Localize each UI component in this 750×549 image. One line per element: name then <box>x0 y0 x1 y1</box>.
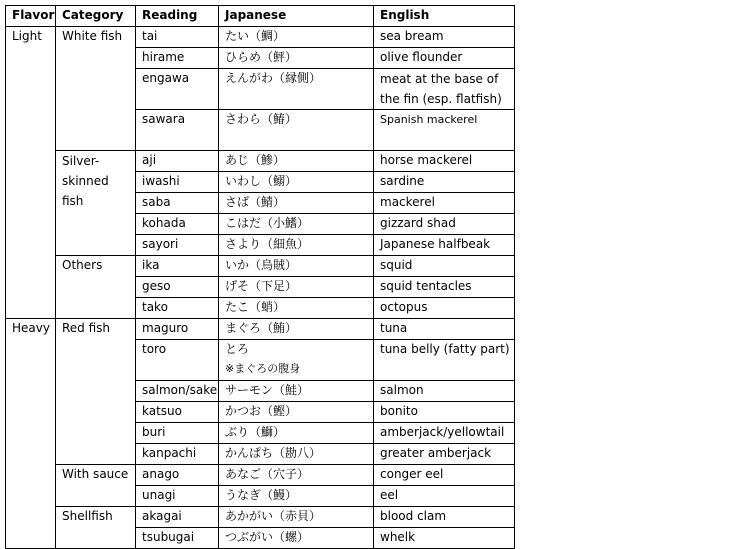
english-cell: meat at the base of the fin (esp. flatfish) <box>374 69 515 110</box>
reading-cell: sawara <box>136 110 219 151</box>
english-cell: sardine <box>374 172 515 193</box>
reading-cell: salmon/sake <box>136 381 219 402</box>
english-cell: olive flounder <box>374 48 515 69</box>
japanese-cell: こはだ（小鰭） <box>219 214 374 235</box>
table-row <box>6 151 515 172</box>
english-cell: salmon <box>374 381 515 402</box>
english-cell: greater amberjack <box>374 444 515 465</box>
japanese-cell: サーモン（鮭） <box>219 381 374 402</box>
header-flavor: Flavor <box>6 6 56 27</box>
reading-cell: iwashi <box>136 172 219 193</box>
table-row <box>6 465 515 486</box>
english-cell: Spanish mackerel <box>374 110 515 151</box>
japanese-cell: えんがわ（縁側） <box>219 69 374 110</box>
reading-cell: tako <box>136 298 219 319</box>
reading-cell: katsuo <box>136 402 219 423</box>
reading-cell: engawa <box>136 69 219 110</box>
reading-cell: tsubugai <box>136 528 219 549</box>
japanese-cell: いか（烏賊） <box>219 256 374 277</box>
english-cell: conger eel <box>374 465 515 486</box>
reading-cell: sayori <box>136 235 219 256</box>
english-cell: squid <box>374 256 515 277</box>
category-cell-white-fish: White fish <box>56 27 136 151</box>
english-cell: horse mackerel <box>374 151 515 172</box>
category-cell-silver-skinned-fish: Silver-skinned fish <box>56 151 136 256</box>
header-reading: Reading <box>136 6 219 27</box>
reading-cell: saba <box>136 193 219 214</box>
japanese-cell: うなぎ（鰻） <box>219 486 374 507</box>
reading-cell: geso <box>136 277 219 298</box>
english-cell: Japanese halfbeak <box>374 235 515 256</box>
japanese-cell: ひらめ（鮃） <box>219 48 374 69</box>
reading-cell: aji <box>136 151 219 172</box>
english-cell: bonito <box>374 402 515 423</box>
reading-cell: tai <box>136 27 219 48</box>
japanese-cell: ぶり（鰤） <box>219 423 374 444</box>
table-row <box>6 27 515 48</box>
japanese-cell: あかがい（赤貝） <box>219 507 374 528</box>
sushi-fish-table <box>5 5 515 549</box>
english-cell: gizzard shad <box>374 214 515 235</box>
english-cell: octopus <box>374 298 515 319</box>
reading-cell: anago <box>136 465 219 486</box>
english-cell: eel <box>374 486 515 507</box>
japanese-cell: たこ（蛸） <box>219 298 374 319</box>
japanese-cell: さわら（鰆） <box>219 110 374 151</box>
category-cell-red-fish: Red fish <box>56 319 136 465</box>
japanese-cell: かつお（鰹） <box>219 402 374 423</box>
english-cell: blood clam <box>374 507 515 528</box>
japanese-cell: たい（鯛） <box>219 27 374 48</box>
reading-cell: maguro <box>136 319 219 340</box>
japanese-text: とろ <box>225 342 250 356</box>
japanese-cell: いわし（鰯） <box>219 172 374 193</box>
flavor-cell-light: Light <box>6 27 56 319</box>
flavor-cell-heavy: Heavy <box>6 319 56 549</box>
japanese-cell <box>219 340 374 381</box>
japanese-cell: まぐろ（鮪） <box>219 319 374 340</box>
japanese-cell: さより（細魚） <box>219 235 374 256</box>
reading-cell: kanpachi <box>136 444 219 465</box>
table-row <box>6 319 515 340</box>
reading-cell: toro <box>136 340 219 381</box>
reading-cell: akagai <box>136 507 219 528</box>
header-english: English <box>374 6 515 27</box>
japanese-cell: さば（鯖） <box>219 193 374 214</box>
category-cell-shellfish: Shellfish <box>56 507 136 549</box>
table-row <box>6 256 515 277</box>
header-japanese: Japanese <box>219 6 374 27</box>
header-category: Category <box>56 6 136 27</box>
english-cell: squid tentacles <box>374 277 515 298</box>
japanese-cell: あじ（鯵） <box>219 151 374 172</box>
japanese-cell: つぶがい（螺） <box>219 528 374 549</box>
category-cell-others: Others <box>56 256 136 319</box>
japanese-cell: げそ（下足） <box>219 277 374 298</box>
category-cell-with-sauce: With sauce <box>56 465 136 507</box>
japanese-note: ※まぐろの腹身 <box>225 362 301 375</box>
japanese-cell: かんぱち（勘八） <box>219 444 374 465</box>
english-cell: tuna belly (fatty part) <box>374 340 515 381</box>
english-cell: amberjack/yellowtail <box>374 423 515 444</box>
english-cell: tuna <box>374 319 515 340</box>
reading-cell: ika <box>136 256 219 277</box>
english-cell: sea bream <box>374 27 515 48</box>
reading-cell: unagi <box>136 486 219 507</box>
table-row <box>6 507 515 528</box>
reading-cell: kohada <box>136 214 219 235</box>
japanese-cell: あなご（穴子） <box>219 465 374 486</box>
reading-cell: buri <box>136 423 219 444</box>
reading-cell: hirame <box>136 48 219 69</box>
english-cell: mackerel <box>374 193 515 214</box>
english-cell: whelk <box>374 528 515 549</box>
